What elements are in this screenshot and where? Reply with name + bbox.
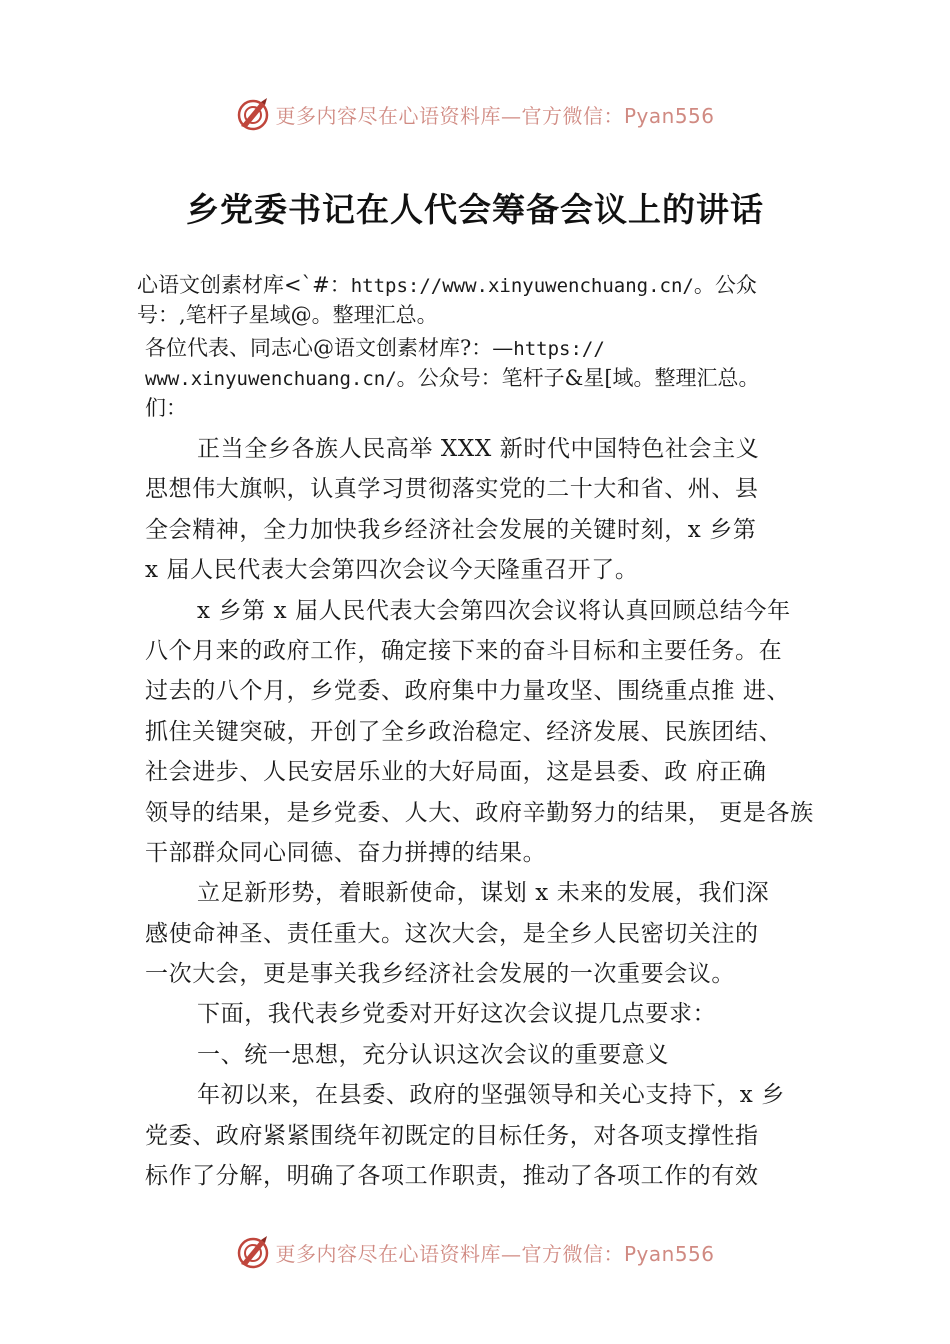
greeting-note-line-1 (145, 334, 760, 364)
document-title: 乡党委书记在人代会筹备会议上的讲话 (186, 190, 764, 229)
body-line: 八个月来的政府工作，确定接下来的奋斗目标和主要任务。在 (145, 637, 783, 664)
body-line: 一次大会，更是事关我乡经济社会发展的一次重要会议。 (145, 961, 735, 988)
body-line: 社会进步、人民安居乐业的大好局面，这是县委、政 府正确 (145, 759, 767, 786)
greeting-note (145, 334, 760, 423)
body-line: 干部群众同心同德、奋力拼搏的结果。 (145, 839, 547, 866)
speech-body (145, 429, 835, 1196)
body-line: 领导的结果，是乡党委、人大、政府辛勤努力的结果， 更是各族 (145, 799, 814, 826)
section-heading: 一、统一思想，充分认识这次会议的重要意义 (197, 1041, 669, 1068)
source-note-suffix: 。公众 (693, 273, 757, 297)
greeting-note-url-part-2: www.xinyuwenchuang.cn/ (145, 368, 397, 390)
body-line: 思想伟大旗帜，认真学习贯彻落实党的二十大和省、州、县 (145, 476, 759, 503)
brush-logo-icon (235, 1234, 271, 1270)
body-line: 抓住关键突破，开创了全乡政治稳定、经济发展、民族团结、 (145, 718, 783, 745)
source-note (137, 271, 757, 330)
source-note-prefix: 心语文创素材库<`#： (137, 273, 351, 297)
header-banner-text (275, 100, 714, 129)
brush-logo-icon (235, 96, 271, 132)
greeting-note-suffix: 。公众号：笔杆子&星[域。整理汇总。 (396, 366, 760, 390)
source-note-url: https://www.xinyuwenchuang.cn/ (350, 275, 694, 297)
header-banner-account: Pyan556 (623, 103, 715, 128)
footer-banner-text (275, 1238, 714, 1267)
body-line: 下面，我代表乡党委对开好这次会议提几点要求： (197, 1001, 717, 1028)
body-line: 正当全乡各族人民高举 XXX 新时代中国特色社会主义 (197, 436, 760, 462)
footer-banner-account: Pyan556 (623, 1241, 715, 1266)
body-line: 全会精神，全力加快我乡经济社会发展的关键时刻，x 乡第 (145, 516, 757, 543)
body-line: x 乡第 x 届人民代表大会第四次会议将认真回顾总结今年 (197, 597, 791, 624)
header-banner-label: 更多内容尽在心语资料库—官方微信： (275, 103, 624, 128)
header-banner (0, 94, 950, 134)
body-line: 立足新形势，着眼新使命，谋划 x 未来的发展，我们深 (197, 880, 770, 907)
body-line: 标作了分解，明确了各项工作职责，推动了各项工作的有效 (145, 1163, 759, 1190)
body-line: x 届人民代表大会第四次会议今天隆重召开了。 (145, 557, 639, 584)
greeting-note-line-3: 们： (145, 396, 187, 420)
footer-banner-label: 更多内容尽在心语资料库—官方微信： (275, 1241, 624, 1266)
body-line: 感使命神圣、责任重大。这次大会，是全乡人民密切关注的 (145, 920, 759, 947)
greeting-note-line-2 (145, 364, 760, 394)
source-note-line-2: 号：,笔杆子星域@。整理汇总。 (137, 303, 438, 327)
body-line: 党委、政府紧紧围绕年初既定的目标任务，对各项支撑性指 (145, 1122, 759, 1149)
source-note-line-1 (137, 271, 757, 301)
body-line: 过去的八个月，乡党委、政府集中力量攻坚、围绕重点推 进、 (145, 678, 791, 705)
footer-banner (0, 1232, 950, 1272)
greeting-note-url-part-1: https:// (513, 338, 605, 360)
body-line: 年初以来，在县委、政府的坚强领导和关心支持下，x 乡 (197, 1082, 785, 1109)
greeting-note-prefix: 各位代表、同志心@语文创素材库?：— (145, 336, 514, 360)
